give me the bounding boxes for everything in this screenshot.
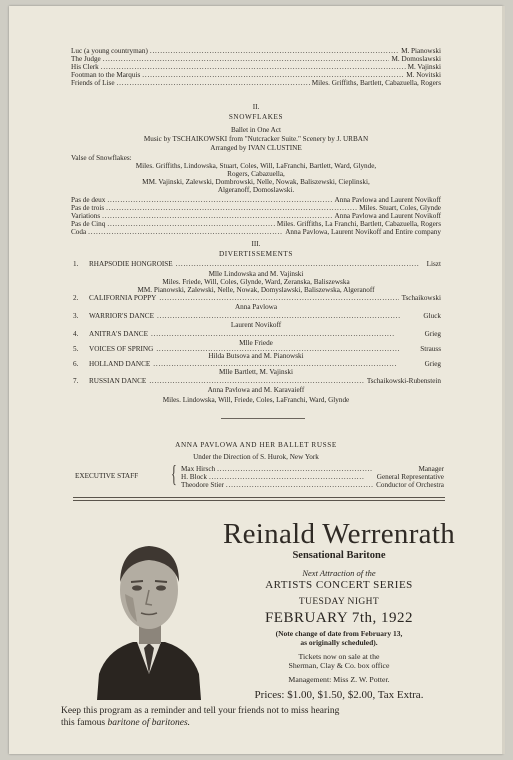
composer: Gluck bbox=[423, 312, 441, 320]
ad-management: Management: Miss Z. W. Potter. bbox=[288, 675, 390, 684]
ad-series: ARTISTS CONCERT SERIES bbox=[265, 579, 413, 591]
dance-row bbox=[71, 196, 441, 204]
composer: Grieg bbox=[424, 330, 441, 338]
staff-role: General Representative bbox=[376, 473, 444, 481]
ad-divider-bottom bbox=[73, 500, 445, 501]
staff-name: Theodore Stier bbox=[181, 481, 224, 489]
divertissement-performers: MM. Pianowski, Zalewski, Nelle, Nowak, Domyslawski, Baliszewska, Algeranoff bbox=[137, 286, 375, 294]
portrait-image bbox=[89, 524, 209, 700]
dance-performers: Anna Pavlowa, Laurent Novikoff and Entire company bbox=[285, 228, 441, 236]
divertissement-name: RUSSIAN DANCE bbox=[89, 377, 147, 385]
composer: Tschaikowski bbox=[401, 294, 441, 302]
dance-name: Pas de deux bbox=[71, 196, 106, 204]
divertissement-performers: Anna Pavlowa bbox=[234, 303, 278, 311]
divertissement-performers: Miles. Lindowska, Will, Friede, Coles, LaFranchi, Ward, Glynde bbox=[162, 396, 350, 404]
staff-name: Max Hirsch bbox=[181, 465, 216, 473]
ad-footer-emphasis: baritone of baritones. bbox=[107, 718, 191, 728]
program-page bbox=[9, 6, 503, 754]
ad-next-attraction: Next Attraction of the bbox=[302, 568, 376, 578]
divertissement-row bbox=[89, 294, 441, 302]
ad-tagline: Sensational Baritone bbox=[292, 550, 386, 561]
company-title: ANNA PAVLOWA AND HER BALLET RUSSE bbox=[175, 441, 337, 449]
composer: Grieg bbox=[424, 360, 441, 368]
staff-row bbox=[181, 481, 444, 489]
part-three-numeral: III. bbox=[251, 240, 261, 248]
part-two-subtitle: Ballet in One Act bbox=[230, 126, 282, 134]
item-number: 6. bbox=[73, 360, 79, 368]
cast-row bbox=[71, 63, 441, 71]
ad-footer-line bbox=[61, 718, 190, 728]
part-two-numeral: II. bbox=[252, 103, 260, 111]
valse-performers: Algeranoff, Domoslawski. bbox=[217, 186, 295, 194]
composer: Tschaikowski-Rubenstein bbox=[366, 377, 441, 385]
ad-tickets: Tickets now on sale at the bbox=[298, 652, 380, 661]
cast-performer: M. Domoslawski bbox=[391, 55, 441, 63]
dance-name: Pas de trois bbox=[71, 204, 105, 212]
divertissement-name: HOLLAND DANCE bbox=[89, 360, 151, 368]
dance-performers: Anna Pavlowa and Laurent Novikoff bbox=[334, 196, 441, 204]
ad-artist-name: Reinald Werrenrath bbox=[222, 518, 456, 550]
divertissement-performers: Mlle Bartlett, M. Vajinski bbox=[219, 368, 293, 376]
cast-performer: Miles. Griffiths, Bartlett, Cabazuella, Rogers bbox=[311, 79, 441, 87]
staff-row bbox=[181, 465, 444, 473]
divertissement-row bbox=[89, 360, 441, 368]
valse-performers: Rogers, Cabazuella, bbox=[227, 170, 285, 178]
divertissement-name: WARRIOR'S DANCE bbox=[89, 312, 154, 320]
divertissement-name: ANITRA'S DANCE bbox=[89, 330, 148, 338]
divertissement-name: RHAPSODIE HONGROISE bbox=[89, 260, 173, 268]
cast-performer: M. Novitski bbox=[406, 71, 441, 79]
section-divider bbox=[221, 418, 305, 419]
divertissement-performers: Mlle Friede bbox=[239, 339, 273, 347]
divertissement-name: CALIFORNIA POPPY bbox=[89, 294, 157, 302]
item-number: 7. bbox=[73, 377, 79, 385]
dance-performers: Anna Pavlowa and Laurent Novikoff bbox=[334, 212, 441, 220]
ad-day: TUESDAY NIGHT bbox=[298, 597, 380, 607]
divertissement-row bbox=[89, 312, 441, 320]
item-number: 3. bbox=[73, 312, 79, 320]
valse-label: Valse of Snowflakes: bbox=[71, 154, 132, 162]
divertissement-row bbox=[89, 377, 441, 385]
divertissement-name: VOICES OF SPRING bbox=[89, 345, 154, 353]
composer: Liszt bbox=[426, 260, 441, 268]
part-two-title: SNOWFLAKES bbox=[228, 113, 284, 121]
dance-row bbox=[71, 212, 441, 220]
staff-role: Conductor of Orchestra bbox=[376, 481, 444, 489]
item-number: 4. bbox=[73, 330, 79, 338]
cast-role: Footman to the Marquis bbox=[71, 71, 141, 79]
part-two-music-credit: Music by TSCHAIKOWSKI from "Nutcracker Suite." Scenery by J. URBAN bbox=[143, 135, 369, 143]
divertissement-performers: Laurent Novikoff bbox=[230, 321, 282, 329]
composer: Strauss bbox=[420, 345, 441, 353]
cast-performer: M. Pianowski bbox=[401, 47, 441, 55]
valse-performers: MM. Vajinski, Zalewski, Dombrowski, Nelle, Nowak, Baliszewski, Cieplinski, bbox=[142, 178, 370, 186]
ad-date-note: (Note change of date from February 13, bbox=[275, 629, 403, 638]
ad-footer-text: this famous bbox=[61, 718, 108, 728]
item-number: 5. bbox=[73, 345, 79, 353]
dance-name: Variations bbox=[71, 212, 101, 220]
cast-performer: M. Vajinski bbox=[407, 63, 441, 71]
part-three-title: DIVERTISSEMENTS bbox=[218, 250, 294, 258]
dance-performers: Miles. Griffiths, La Franchi, Bartlett, Cabazuella, Rogers bbox=[276, 220, 441, 228]
staff-row bbox=[181, 473, 444, 481]
cast-row bbox=[71, 55, 441, 63]
divertissement-row bbox=[89, 260, 441, 268]
cast-row bbox=[71, 79, 441, 87]
cast-role: His Clerk bbox=[71, 63, 99, 71]
dance-name: Pas de Cinq bbox=[71, 220, 106, 228]
item-number: 1. bbox=[73, 260, 79, 268]
cast-role: The Judge bbox=[71, 55, 101, 63]
divertissement-performers: Mlle Lindowska and M. Vajinski bbox=[208, 270, 304, 278]
dance-row bbox=[71, 220, 441, 228]
ad-divider-top bbox=[73, 497, 445, 498]
ad-footer-line: Keep this program as a reminder and tell your friends not to miss hearing bbox=[61, 706, 340, 716]
divertissement-row bbox=[89, 330, 441, 338]
staff-role: Manager bbox=[418, 465, 444, 473]
executive-staff-label: EXECUTIVE STAFF bbox=[75, 472, 139, 480]
divertissement-performers: Miles. Friede, Will, Coles, Glynde, Ward, Zeranska, Baliszewska bbox=[162, 278, 350, 286]
divertissement-performers: Hilda Butsova and M. Pianowski bbox=[208, 352, 304, 360]
brace: { bbox=[171, 462, 177, 488]
ad-date-note: as originally scheduled). bbox=[300, 638, 378, 647]
dance-row bbox=[71, 228, 441, 236]
company-direction: Under the Direction of S. Hurok, New York bbox=[193, 453, 319, 461]
dance-name: Coda bbox=[71, 228, 87, 236]
part-two-arranged-credit: Arranged by IVAN CLUSTINE bbox=[210, 144, 302, 152]
ad-tickets: Sherman, Clay & Co. box office bbox=[288, 661, 390, 670]
staff-name: H. Block bbox=[181, 473, 207, 481]
cast-row bbox=[71, 47, 441, 55]
cast-role: Luc (a young countryman) bbox=[71, 47, 148, 55]
item-number: 2. bbox=[73, 294, 79, 302]
dance-row bbox=[71, 204, 441, 212]
cast-row bbox=[71, 71, 441, 79]
dance-performers: Miles. Stuart, Coles, Glynde bbox=[359, 204, 441, 212]
ad-prices: Prices: $1.00, $1.50, $2.00, Tax Extra. bbox=[254, 689, 424, 701]
valse-performers: Miles. Griffiths, Lindowska, Stuart, Coles, Will, LaFranchi, Bartlett, Ward, Glynde, bbox=[135, 162, 377, 170]
ad-date: FEBRUARY 7th, 1922 bbox=[264, 610, 414, 626]
divertissement-performers: Anna Pavlowa and M. Karavaieff bbox=[207, 386, 305, 394]
cast-role: Friends of Lise bbox=[71, 79, 115, 87]
